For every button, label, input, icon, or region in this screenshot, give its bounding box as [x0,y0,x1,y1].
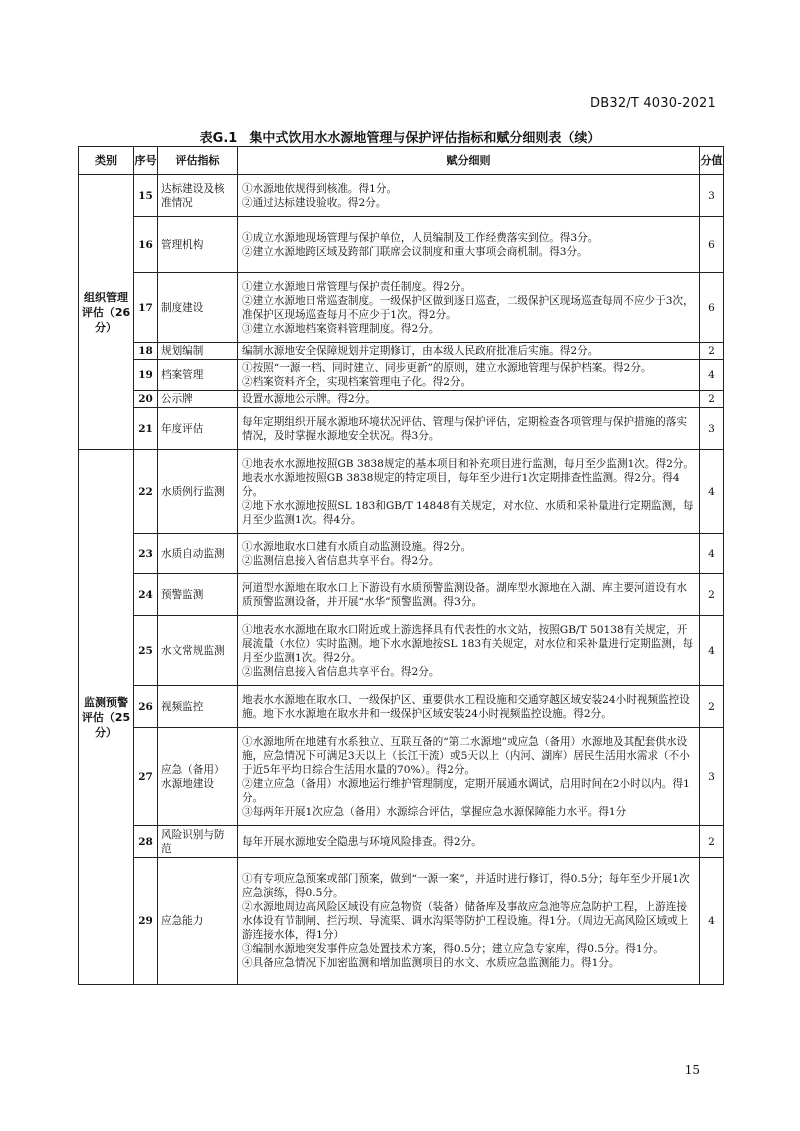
detail-line: ①建立水源地日常管理与保护责任制度。得2分。 [242,280,472,293]
page-number: 15 [684,1063,700,1077]
row-indicator: 规划编制 [158,343,238,360]
row-indicator: 水质例行监测 [158,450,238,534]
row-seq: 20 [134,391,158,408]
detail-line: ②建立水源地日常巡查制度。一级保护区做到逐日巡查，二级保护区现场巡查每周不应少于3次，准保护区现场巡查每月不应少于1次。得2分。 [242,294,694,321]
row-score: 6 [700,217,724,273]
row-seq: 25 [134,616,158,686]
detail-line: ③编制水源地突发事件应急处置技术方案，得0.5分；建立应急专家库，得0.5分。得1分。 [242,943,664,955]
detail-line: 编制水源地安全保障规划并定期修订，由本级人民政府批准后实施。得2分。 [242,345,599,357]
table-row [79,686,724,728]
row-details [238,858,700,985]
table-row [79,217,724,273]
row-indicator: 制度建设 [158,273,238,343]
row-score: 2 [700,686,724,728]
row-seq: 18 [134,343,158,360]
table-row [79,391,724,408]
row-indicator: 管理机构 [158,217,238,273]
table-row [79,858,724,985]
table-row [79,574,724,616]
table-row [79,826,724,858]
row-score: 4 [700,450,724,534]
row-seq: 29 [134,858,158,985]
detail-line: ③建立水源地档案资料管理制度。得2分。 [242,322,440,335]
evaluation-table [78,146,724,985]
detail-line: ①成立水源地现场管理与保护单位，人员编制及工作经费落实到位。得3分。 [242,231,599,244]
table-row [79,343,724,360]
row-score: 4 [700,360,724,391]
detail-line: ①地表水水源地按照GB 3838规定的基本项目和补充项目进行监测，每月至少监测1次。得2分。地表水水源地按照GB 3838规定的特定项目，每年至少进行1次定期排查性监测。得2分。得4分。 [242,457,695,498]
row-seq: 27 [134,728,158,826]
row-indicator: 年度评估 [158,408,238,450]
row-details [238,273,700,343]
detail-line: ①水源地取水口建有水质自动监测设施。得2分。 [242,540,472,553]
row-details [238,450,700,534]
row-details [238,574,700,616]
detail-line: 地表水水源地在取水口、一级保护区、重要供水工程设施和交通穿越区域安装24小时视频监控设施。地下水水源地在取水井和一级保护区域安装24小时视频监控设施。得2分。 [242,693,690,720]
category-monitor: 监测预警评估（25分） [79,450,134,985]
detail-line: ②地下水水源地按照SL 183和GB/T 14848有关规定，对水位、水质和采补量进行定期监测，每月至少监测1次。得4分。 [242,499,694,526]
row-indicator: 水质自动监测 [158,534,238,574]
row-seq: 22 [134,450,158,534]
row-details [238,408,700,450]
header-category: 类别 [79,147,134,175]
row-seq: 17 [134,273,158,343]
detail-line: ①地表水水源地在取水口附近或上游选择具有代表性的水文站，按照GB/T 50138有关规定，开展流量（水位）实时监测。地下水水源地按SL 183有关规定，对水位和采补量进行定期监测，每月至少监测1次。得2分。 [242,623,694,664]
row-indicator: 达标建设及核准情况 [158,175,238,217]
table-title: 集中式饮用水水源地管理与保护评估指标和赋分细则表（续） [249,131,601,146]
row-details [238,616,700,686]
detail-line: ④具备应急情况下加密监测和增加监测项目的水文、水质应急监测能力。得1分。 [242,957,620,969]
row-details [238,360,700,391]
table-row [79,450,724,534]
row-seq: 23 [134,534,158,574]
table-row [79,408,724,450]
row-score: 4 [700,858,724,985]
standard-code: DB32/T 4030-2021 [590,96,716,111]
row-score: 3 [700,175,724,217]
row-details [238,728,700,826]
table-caption [0,127,800,146]
detail-line: 每年定期组织开展水源地环境状况评估、管理与保护评估，定期检查各项管理与保护措施的落实情况，及时掌握水源地安全状况。得3分。 [242,415,687,442]
table-row [79,728,724,826]
detail-line: ②监测信息接入省信息共享平台。得2分。 [242,554,440,567]
row-score: 2 [700,574,724,616]
row-seq: 28 [134,826,158,858]
row-details [238,343,700,360]
row-score: 4 [700,534,724,574]
detail-line: ①有专项应急预案或部门预案，做到“一源一案”，并适时进行修订，得0.5分；每年至少开展1次应急演练，得0.5分。 [242,873,690,899]
row-indicator: 预警监测 [158,574,238,616]
row-seq: 15 [134,175,158,217]
detail-line: 河道型水源地在取水口上下游设有水质预警监测设备。湖库型水源地在入湖、库主要河道设有水质预警监测设备，并开展“水华”预警监测。得3分。 [242,581,687,608]
detail-line: ①水源地所在地建有水系独立、互联互备的“第二水源地”或应急（备用）水源地及其配套供水设施，应急情况下可满足3天以上（长江干流）或5天以上（内河、湖库）居民生活用水需求（不小于近5年平均日综合生活用水量的70%）。得2分。 [242,735,690,776]
row-details [238,217,700,273]
row-indicator: 应急（备用）水源地建设 [158,728,238,826]
detail-line: ③每两年开展1次应急（备用）水源综合评估，掌握应急水源保障能力水平。得1分 [242,805,627,818]
row-indicator: 公示牌 [158,391,238,408]
header-indicator: 评估指标 [158,147,238,175]
row-seq: 19 [134,360,158,391]
detail-line: 设置水源地公示牌。得2分。 [242,393,376,405]
header-seq: 序号 [134,147,158,175]
detail-line: ②建立水源地跨区域及跨部门联席会议制度和重大事项会商机制。得3分。 [242,245,588,258]
header-details: 赋分细则 [238,147,700,175]
row-details [238,534,700,574]
detail-line: ②档案资料齐全，实现档案管理电子化。得2分。 [242,376,472,388]
row-score: 6 [700,273,724,343]
row-indicator: 档案管理 [158,360,238,391]
detail-line: ①按照“一源一档、同时建立、同步更新”的原则，建立水源地管理与保护档案。得2分。 [242,362,652,374]
row-score: 3 [700,408,724,450]
detail-line: ②建立应急（备用）水源地运行维护管理制度，定期开展通水调试，启用时间在2小时以内。得1分。 [242,777,690,804]
row-details [238,826,700,858]
row-score: 2 [700,391,724,408]
row-indicator: 风险识别与防范 [158,826,238,858]
detail-line: ①水源地依规得到核准。得1分。 [242,182,398,195]
table-row [79,175,724,217]
row-score: 2 [700,826,724,858]
table-number: 表G.1 [199,131,238,146]
row-score: 3 [700,728,724,826]
row-indicator: 应急能力 [158,858,238,985]
row-details [238,175,700,217]
detail-line: 每年开展水源地安全隐患与环境风险排查。得2分。 [242,835,482,848]
detail-line: ②监测信息接入省信息共享平台。得2分。 [242,665,440,678]
detail-line: ②水源地周边高风险区域设有应急物资（装备）储备库及事故应急池等应急防护工程，上游连接水体设有节制闸、拦污坝、导流渠、调水沟渠等防护工程设施。得1分。（周边无高风险区域或上游连接水体，得1分） [242,901,689,941]
row-seq: 24 [134,574,158,616]
row-details [238,391,700,408]
table-row [79,273,724,343]
row-seq: 26 [134,686,158,728]
table-header-row [79,147,724,175]
table-row [79,616,724,686]
row-seq: 21 [134,408,158,450]
table-row [79,360,724,391]
row-indicator: 视频监控 [158,686,238,728]
header-score: 分值 [700,147,724,175]
row-seq: 16 [134,217,158,273]
row-score: 2 [700,343,724,360]
row-indicator: 水文常规监测 [158,616,238,686]
row-details [238,686,700,728]
table-row [79,534,724,574]
category-org: 组织管理评估（26分） [79,175,134,450]
detail-line: ②通过达标建设验收。得2分。 [242,196,387,209]
row-score: 4 [700,616,724,686]
